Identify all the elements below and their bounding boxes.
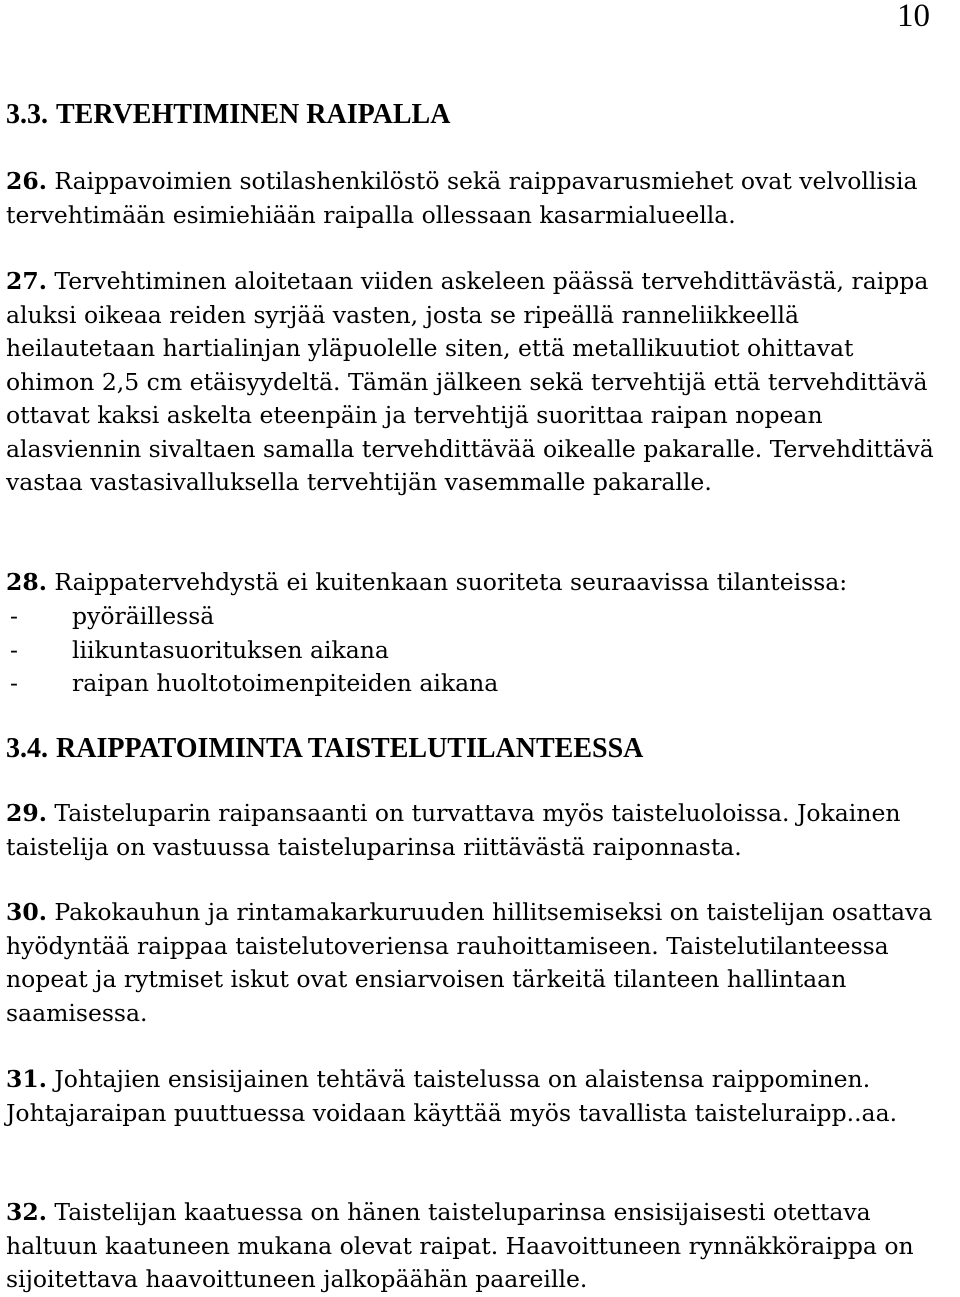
section-number: 3.3. — [6, 99, 48, 130]
paragraph-text: Tervehtiminen aloitetaan viiden askeleen päässä tervehdittävästä, raippa aluksi oikeaa reiden syrjää vasten, josta se ripeällä ranneliikkeellä heilautetaan hartialinjan yläpuolelle siten, että metallikuutiot ohittavat ohimon 2,5 cm etäisyydeltä. Tämän jälkeen sekä tervehtijä että tervehdittävä ottavat kaksi askelta eteenpäin ja tervehtijä suorittaa raipan nopean alasviennin sivaltaen samalla tervehdittävää oikealle pakaralle. Tervehdittävä vastaa vastasivalluksella tervehtijän vasemmalle pakaralle. — [6, 267, 934, 496]
paragraph-32 — [6, 1196, 946, 1297]
paragraph-27 — [6, 265, 946, 500]
list-item-text: pyöräillessä — [72, 602, 215, 630]
paragraph-31 — [6, 1063, 946, 1130]
section-heading-3-3 — [6, 98, 450, 132]
paragraph-text: Raippavoimien sotilashenkilöstö sekä raippavarusmiehet ovat velvollisia tervehtimään esimiehiään raipalla ollessaan kasarmialueella. — [6, 167, 918, 229]
paragraph-28 — [6, 566, 946, 600]
section-number: 3.4. — [6, 733, 48, 764]
paragraph-number: 27. — [6, 267, 47, 295]
paragraph-number: 26. — [6, 167, 47, 195]
paragraph-text: Pakokauhun ja rintamakarkuruuden hillitsemiseksi on taistelijan osattava hyödyntää raippaa taistelutoveriensa rauhoittamiseen. Taistelutilanteessa nopeat ja rytmiset iskut ovat ensiarvoisen tärkeitä tilanteen hallintaan saamisessa. — [6, 898, 933, 1027]
paragraph-30 — [6, 896, 946, 1030]
list-item — [6, 667, 498, 701]
paragraph-text: Raippatervehdystä ei kuitenkaan suoriteta seuraavissa tilanteissa: — [54, 568, 848, 596]
paragraph-text: Taisteluparin raipansaanti on turvattava myös taisteluoloissa. Jokainen taistelija on vastuussa taisteluparinsa riittävästä raiponnasta. — [6, 799, 901, 861]
paragraph-26 — [6, 165, 946, 232]
paragraph-number: 28. — [6, 568, 47, 596]
list-item-text: liikuntasuorituksen aikana — [72, 635, 389, 664]
paragraph-text: Taistelijan kaatuessa on hänen taisteluparinsa ensisijaisesti otettava haltuun kaatuneen mukana olevat raipat. Haavoittuneen rynnäkköraippa on sijoitettava haavoittuneen jalkopäähän paareille. — [6, 1198, 914, 1293]
paragraph-number: 32. — [6, 1198, 47, 1226]
page-number: 10 — [897, 0, 930, 34]
list-marker: - — [10, 635, 18, 664]
paragraph-text: Johtajien ensisijainen tehtävä taistelussa on alaistensa raippominen. Johtajaraipan puuttuessa voidaan käyttää myös tavallista taisteluraipp..aa. — [6, 1065, 898, 1127]
list-item — [6, 600, 498, 634]
paragraph-number: 29. — [6, 799, 47, 827]
list-marker: - — [10, 602, 18, 630]
section-heading-3-4 — [6, 732, 643, 766]
paragraph-number: 31. — [6, 1065, 47, 1093]
list-28 — [6, 600, 498, 701]
list-item-text: raipan huoltotoimenpiteiden aikana — [72, 669, 499, 697]
list-item — [6, 634, 498, 668]
section-title: RAIPPATOIMINTA TAISTELUTILANTEESSA — [56, 733, 644, 764]
paragraph-number: 30. — [6, 898, 47, 926]
section-title: TERVEHTIMINEN RAIPALLA — [56, 99, 451, 130]
list-marker: - — [10, 669, 18, 697]
paragraph-29 — [6, 797, 946, 864]
